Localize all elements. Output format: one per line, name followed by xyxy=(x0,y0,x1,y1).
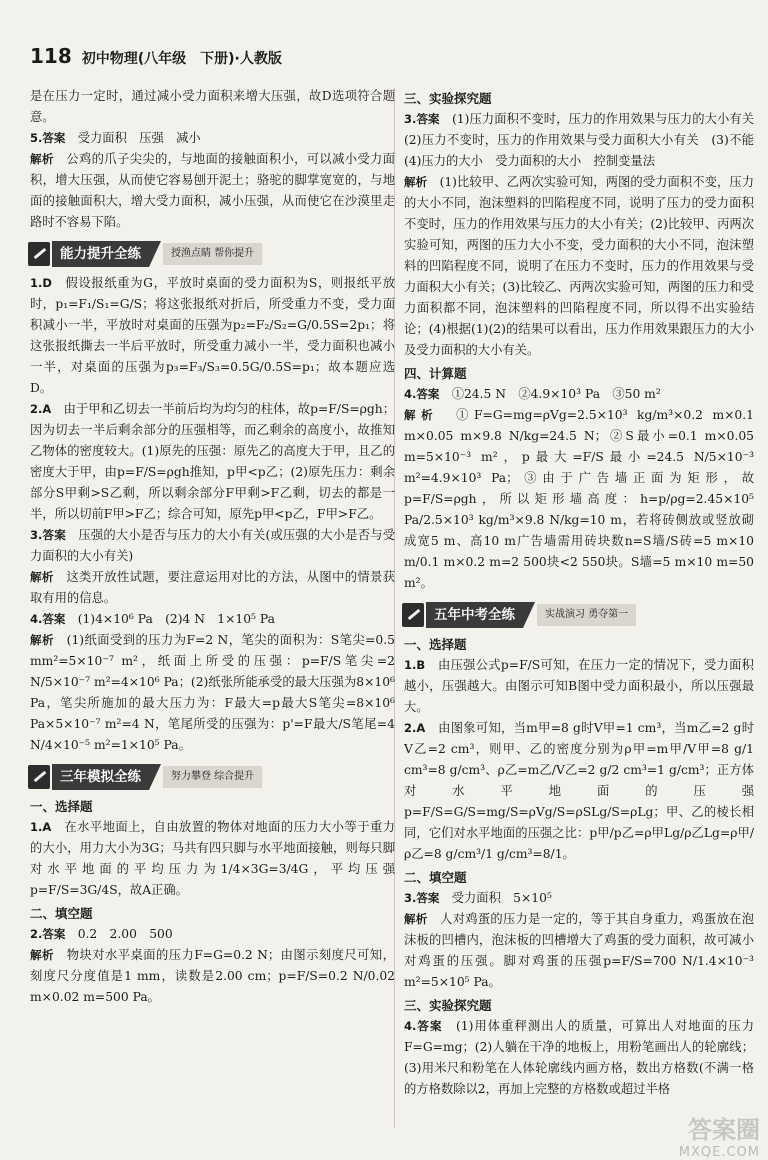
item-number: 1.D xyxy=(30,276,52,290)
answer-text: (1)压力面积不变时，压力的作用效果与压力的大小有关 (2)压力不变时，压力的作用效果与受力面积大小有关 (3)不能 (4)压力的大小 受力面积的大小 控制变量法 xyxy=(404,112,767,168)
answer-text: 受力面积 5×10⁵ xyxy=(451,891,552,905)
section-heading: 二、填空题 xyxy=(30,906,93,921)
section-heading: 一、选择题 xyxy=(404,637,467,652)
section-heading: 一、选择题 xyxy=(30,799,93,814)
banner-slash xyxy=(149,241,161,267)
item-number: 3.答案 xyxy=(404,891,440,905)
section-banner xyxy=(28,764,395,790)
explanation-label: 解析 xyxy=(30,948,54,962)
explanation-text: 人对鸡蛋的压力是一定的，等于其自身重力，鸡蛋放在泡沫板的凹槽内，泡沫板的凹槽增大了鸡蛋的受力面积，故可减小对鸡蛋的压强。脚对鸡蛋的压强p=F/S=700 N/1.4×10⁻³ m²=5×10⁵ Pa。 xyxy=(404,912,754,989)
item-number: 1.B xyxy=(404,658,426,672)
banner-title: 五年中考全练 xyxy=(426,602,523,628)
explanation xyxy=(30,630,395,756)
answer-item xyxy=(30,399,395,525)
explanation-label: 解析 xyxy=(404,912,428,926)
answer-text: 压强的大小是否与压力的大小有关(或压强的大小是否与受力面积的大小有关) xyxy=(30,528,395,563)
explanation-text: ①F=G=mg=ρVg=2.5×10³ kg/m³×0.2 m×0.1 m×0.05 m×9.8 N/kg=24.5 N；②S最小=0.1 m×0.05 m=5×10⁻³ m²，p最大=F/S最小=24.5 N/5×10⁻³ m²=4.9×10³ Pa；③由于广告墙正面为矩形，故p=F/S=ρgh，所以矩形墙高度：h=p/ρg=2.45×10⁵ Pa/2.5×10³ kg/m³×9.8 N/kg=10 m，若将砖侧放或竖放砌成宽5 m、高10 m广告墙需用砖块数n=S墙/S砖=5 m×10 m/0.1 m×0.2 m=2 500块<2 550块。S墙=5 m×10 m=50 m²。 xyxy=(404,408,754,590)
banner-title: 能力提升全练 xyxy=(52,241,149,267)
explanation-text: 在水平地面上，自由放置的物体对地面的压力大小等于重力的大小，用力大小为3G；马共有四只脚与水平地面接触，则每只脚对水平地面的平均压力为1/4×3G=3/4G，平均压强p=F/S=3G/4S，故A正确。 xyxy=(30,820,395,897)
answer-text: 0.2 2.00 500 xyxy=(77,927,173,941)
book-title: 初中物理(八年级 下册)·人教版 xyxy=(81,51,282,67)
item-number: 5.答案 xyxy=(30,131,66,145)
answer-item xyxy=(404,888,754,909)
item-number: 3.答案 xyxy=(30,528,66,542)
answer-text: ①24.5 N ②4.9×10³ Pa ③50 m² xyxy=(451,387,661,401)
answer-item xyxy=(30,273,395,399)
explanation-label: 解析 xyxy=(30,633,54,647)
item-number: 1.A xyxy=(30,820,52,834)
answer-item xyxy=(30,817,395,901)
explanation-text: (1)纸面受到的压力为F=2 N，笔尖的面积为：S笔尖=0.5 mm²=5×10⁻⁷ m²，纸面上所受的压强：p=F/S笔尖=2 N/5×10⁻⁷ m²=4×10⁶ Pa；(2)纸张所能承受的最大压强为8×10⁶ Pa，笔尖所施加的最大压力为：F最大=p最大S笔尖=8×10⁶ Pa×5×10⁻⁷ m²=4 N，笔尾所受的压强为：p'=F最大/S笔尾=4 N/4×10⁻⁵ m²=1×10⁵ Pa。 xyxy=(30,633,395,752)
answer-item xyxy=(30,128,395,149)
explanation-text: 由压强公式p=F/S可知，在压力一定的情况下，受力面积越小，压强越大。由图示可知B图中受力面积最小，所以压强最大。 xyxy=(404,658,754,714)
answer-item xyxy=(404,109,767,172)
explanation xyxy=(30,945,395,1008)
explanation-label: 解析 xyxy=(404,175,428,189)
explanation xyxy=(404,405,754,594)
answer-item xyxy=(404,384,754,405)
section-heading: 三、实验探究题 xyxy=(404,998,492,1013)
explanation xyxy=(30,567,395,609)
explanation-text: 由图象可知，当m甲=8 g时V甲=1 cm³，当m乙=2 g时V乙=2 cm³，则甲、乙的密度分别为ρ甲=m甲/V甲=8 g/1 cm³=8 g/cm³、ρ乙=m乙/V乙=2 g/2 cm³=1 g/cm³；正方体对水平地面的压强p=F/S=G/S=mg/S=ρVg/S=ρSLg/S=ρLg；甲、乙的棱长相同，它们对水平地面的压强之比：p甲/p乙=ρ甲Lg/ρ乙Lg=ρ甲/ρ乙=8 g/cm³/1 g/cm³=8/1。 xyxy=(404,721,754,861)
left-column xyxy=(30,86,395,1008)
page-number: 118 xyxy=(30,44,72,68)
item-number: 4.答案 xyxy=(404,1019,443,1033)
pencil-icon xyxy=(28,242,50,266)
explanation-text: 假设报纸重为G，平放时桌面的受力面积为S，则报纸平放时，p₁=F₁/S₁=G/S；将这张报纸对折后，所受重力不变，受力面积减小一半，平放时对桌面的压强为p₂=F₂/S₂=G/0.5S=2p₁；将这张报纸撕去一半后平放时，所受重力减小一半，受力面积也减小一半，对桌面的压强为p₃=F₃/S₃=0.5G/0.5S=p₁；故本题应选D。 xyxy=(30,276,395,395)
section-heading: 四、计算题 xyxy=(404,366,467,381)
answer-text: 受力面积 压强 减小 xyxy=(77,131,201,145)
pencil-icon xyxy=(28,765,50,789)
explanation-text: 公鸡的爪子尖尖的，与地面的接触面积小，可以减小受力面积，增大压强，从而使它容易刨开泥土；骆驼的脚掌宽宽的，与地面的接触面积大，增大受力面积，减小压强，从而使它在沙漠里走路时不容易下陷。 xyxy=(30,152,395,229)
explanation-label: 解析 xyxy=(404,408,439,422)
item-number: 2.答案 xyxy=(30,927,66,941)
item-number: 3.答案 xyxy=(404,112,440,126)
right-column xyxy=(404,86,767,1100)
explanation-text: (1)用体重秤测出人的质量，可算出人对地面的压力F=G=mg；(2)人躺在干净的地板上，用粉笔画出人的轮廓线；(3)用米尺和粉笔在人体轮廓线内画方格，数出方格数(不满一格的方格数除以2，再加上完整的方格数或超过半格 xyxy=(404,1019,754,1096)
explanation-text: 由于甲和乙切去一半前后均为均匀的柱体，故p=F/S=ρgh；因为切去一半后剩余部分的压强相等，而乙剩余的高度小，故推知乙物体的密度较大。(1)原先的压强：原先乙的高度大于甲，且乙的密度大于甲，由p=F/S=ρgh推知，p甲<p乙；(2)原先压力：剩余部分S甲剩>S乙剩，所以剩余部分F甲剩>F乙剩，切去的都是一半，所以切前F甲>F乙；综合可知，原先p甲<p乙，F甲>F乙。 xyxy=(30,402,395,521)
explanation-label: 解析 xyxy=(30,152,54,166)
answer-text: (1)4×10⁶ Pa (2)4 N 1×10⁵ Pa xyxy=(77,612,275,626)
explanation xyxy=(30,149,395,233)
banner-slash xyxy=(523,602,535,628)
paragraph: 是在压力一定时，通过减小受力面积来增大压强，故D选项符合题意。 xyxy=(30,89,395,124)
section-heading: 三、实验探究题 xyxy=(404,91,492,106)
explanation-text: 这类开放性试题，要注意运用对比的方法，从图中的情景获取有用的信息。 xyxy=(30,570,395,605)
watermark-text: 答案圈 xyxy=(688,1116,760,1144)
banner-title: 三年模拟全练 xyxy=(52,764,149,790)
answer-item xyxy=(30,609,395,630)
answer-item xyxy=(404,1016,754,1100)
watermark-url: MXQE.COM xyxy=(678,1145,760,1160)
item-number: 4.答案 xyxy=(404,387,440,401)
section-banner xyxy=(402,602,754,628)
explanation xyxy=(404,172,754,361)
answer-item xyxy=(404,655,754,718)
section-heading: 二、填空题 xyxy=(404,870,467,885)
answer-item xyxy=(404,718,754,865)
banner-slash xyxy=(149,764,161,790)
explanation-label: 解析 xyxy=(30,570,54,584)
item-number: 2.A xyxy=(30,402,52,416)
answer-item xyxy=(30,924,395,945)
pencil-icon xyxy=(402,603,424,627)
banner-subtitle: 努力攀登 综合提升 xyxy=(163,766,262,788)
watermark-logo xyxy=(650,1110,760,1160)
page-header xyxy=(30,44,282,74)
answer-item xyxy=(30,525,395,567)
explanation-text: (1)比较甲、乙两次实验可知，两图的受力面积不变，压力的大小不同，泡沫塑料的凹陷程度不同，说明了压力的受力面积不变时，压力的作用效果与压力的大小有关；(2)比较甲、丙两次实验可知，两图的压力大小不变，受力面积的大小不同，泡沫塑料的凹陷程度不同，说明了在压力不变时，压力的作用效果与受力面积大小有关；(3)比较乙、丙两次实验可知，两图的压力和受力面积都不同，泡沫塑料的凹陷程度不同，所以得不出实验结论；(4)根据(1)(2)的结果可以看出，压力作用效果跟压力的大小及受力面积的大小有关。 xyxy=(404,175,755,357)
explanation xyxy=(404,909,754,993)
item-number: 2.A xyxy=(404,721,426,735)
item-number: 4.答案 xyxy=(30,612,66,626)
explanation-text: 物块对水平桌面的压力F=G=0.2 N；由图示刻度尺可知，刻度尺分度值是1 mm，读数是2.00 cm；p=F/S=0.2 N/0.02 m×0.02 m=500 Pa。 xyxy=(30,948,395,1004)
banner-subtitle: 实战演习 勇夺第一 xyxy=(537,604,636,626)
section-banner xyxy=(28,241,395,267)
banner-subtitle: 授渔点睛 帮你提升 xyxy=(163,243,262,265)
